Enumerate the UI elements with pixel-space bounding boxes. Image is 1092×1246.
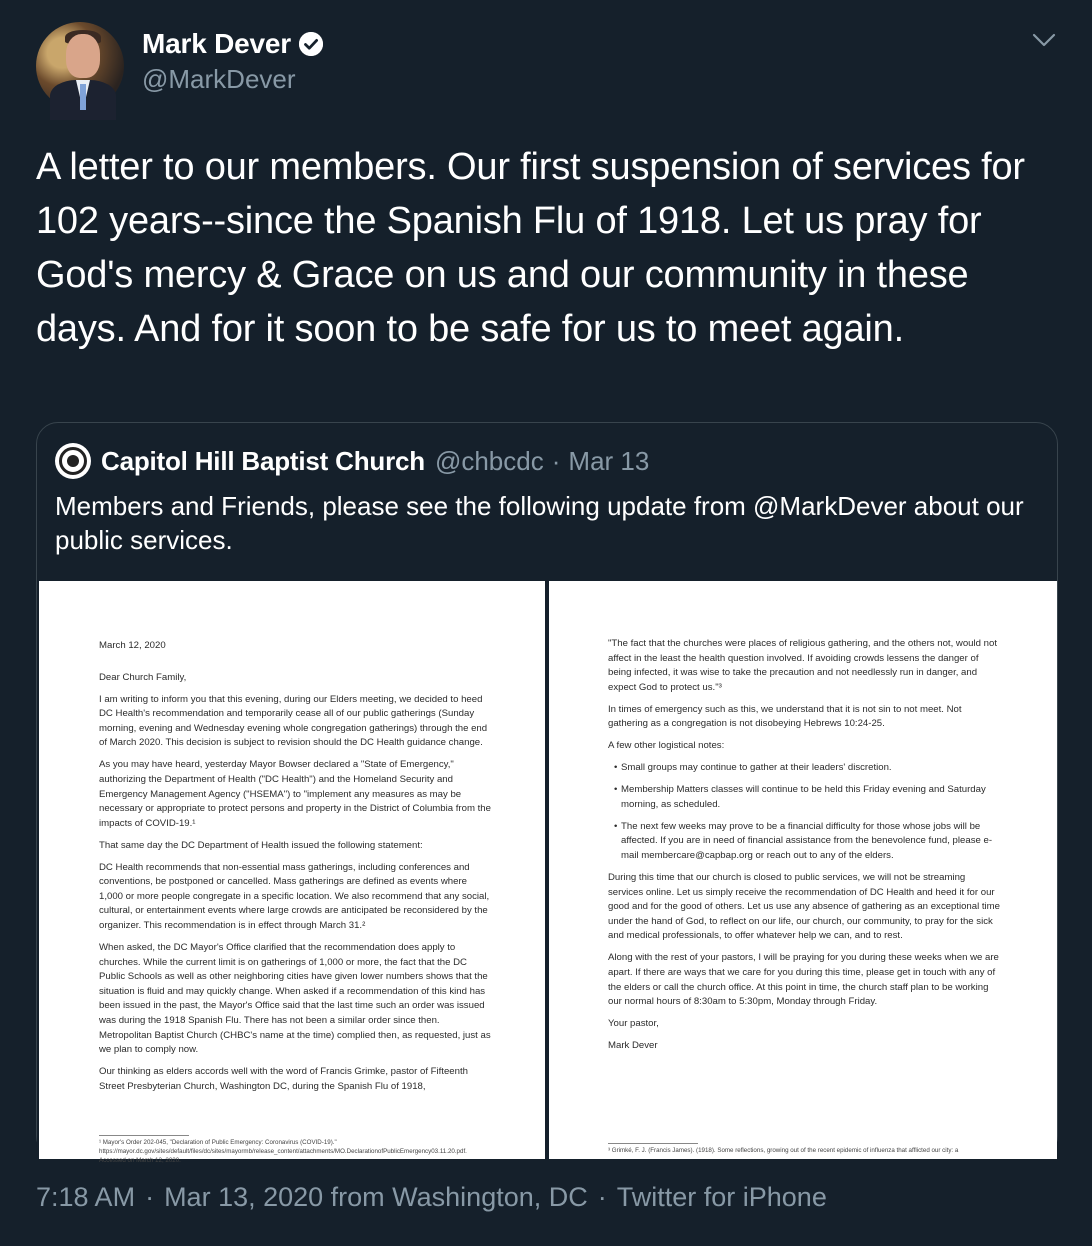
- separator-dot: ·: [597, 1182, 607, 1212]
- separator-dot: ·: [145, 1182, 155, 1212]
- letter-paragraph: In times of emergency such as this, we understand that it is not sin to not meet. Not gathering as a congregation is not disobeying Hebrews 10:24-25.: [608, 703, 962, 730]
- logistics-item: • Small groups may continue to gather at their leaders' discretion.: [608, 761, 1000, 776]
- author-handle[interactable]: @MarkDever: [142, 64, 296, 94]
- letter-paragraph: A few other logistical notes:: [608, 740, 725, 752]
- footnote-rule: [99, 1135, 189, 1136]
- quoted-author-handle[interactable]: @chbcdc: [434, 445, 544, 476]
- church-logo-icon[interactable]: [55, 443, 91, 479]
- footnote-rule: [608, 1143, 698, 1144]
- letter-salutation: Dear Church Family,: [99, 671, 187, 683]
- tweet-text: A letter to our members. Our first suspension of services for 102 years--since the Spanish Flu of 1918. Let us pray for God's mercy & Grace on us and our community in these days. And for it soon to be safe for us to meet again.: [36, 146, 1025, 350]
- attached-images: [37, 581, 1057, 1164]
- logo-ring: [59, 447, 87, 475]
- logistics-list: [608, 761, 1000, 863]
- quoted-author-name[interactable]: Capitol Hill Baptist Church: [101, 445, 425, 476]
- letter-footnote: ¹ Mayor's Order 202-045, "Declaration of Public Emergency: Coronavirus (COVID-19)." https://mayor.dc.gov/sites/default/files/dc/sites/mayormb/release_content/attachments/MO.DeclarationofPublicEmergency03.11.20.pdf. Accessed on March 12, 2020.: [99, 1139, 467, 1164]
- tweet-meta: [36, 1182, 827, 1213]
- letter-paragraph: Along with the rest of your pastors, I will be praying for you during these weeks when we are apart. If there are ways that we care for you during this time, please get in touch with any of the elders or call the church office. At this point in time, the church staff plan to be working our normal hours of 8:30am to 5:30pm, Monday through Friday.: [608, 952, 999, 1008]
- avatar-face: [66, 34, 100, 78]
- letter-paragraph: That same day the DC Department of Health issued the following statement:: [99, 839, 423, 851]
- letter-paragraph: When asked, the DC Mayor's Office clarified that the recommendation does apply to churches. While the current limit is on gatherings of 1,000 or more, the fact that the DC Public Schools as well as other neighboring cities have given lower numbers shows that the situation is fluid and may quickly change. When asked if a recommendation of this kind has been issued in the past, the Mayor's Office said that the last time such an order was issued was during the 1918 Spanish Flu. There has not been a similar order since then. Metropolitan Baptist Church (CHBC's name at the time) complied then, as requested, just as we plan to comply now.: [99, 942, 491, 1056]
- logo-core: [67, 455, 79, 467]
- letter-page-2-image[interactable]: [549, 581, 1057, 1159]
- tweet-date-location[interactable]: Mar 13, 2020 from Washington, DC: [164, 1182, 588, 1212]
- quoted-tweet-text: Members and Friends, please see the following update from @MarkDever about our public services.: [55, 491, 1024, 555]
- letter-date: March 12, 2020: [99, 640, 166, 651]
- letter-paragraph: During this time that our church is closed to public services, we will not be streaming services online. Let us simply receive the recommendation of DC Health and heed it for our good and for the good of others. Let us use any absence of gathering as an exceptional time under the hand of God, to reflect on our life, our church, our community, to pray for the sick and medical professionals, to offer whatever help we can, and to rest.: [608, 872, 1001, 942]
- separator-dot: ·: [551, 445, 561, 476]
- logistics-item: • Membership Matters classes will continue to be held this Friday evening and Saturday morning, as scheduled.: [608, 783, 1000, 812]
- letter-paragraph: Our thinking as elders accords well with the word of Francis Grimke, pastor of Fifteenth Street Presbyterian Church, Washington DC, during the Spanish Flu of 1918,: [99, 1066, 468, 1092]
- letter-paragraph: DC Health recommends that non-essential mass gatherings, including conferences and conventions, be postponed or cancelled. Mass gatherings are defined as events where 1,000 or more people congregate in a specific location. We also recommend that any social, cultural, or entertainment events where large crowds are anticipated be reconsidered by the organizer. This recommendation is in effect through March 31.²: [99, 861, 490, 932]
- letter-page-1-body: [99, 639, 491, 1102]
- letter-footnote: ³ Grimké, F. J. (Francis James). (1918). Some reflections, growing out of the recent epidemic of influenza that afflicted our city: a: [608, 1147, 959, 1154]
- chevron-down-icon[interactable]: [1030, 28, 1058, 52]
- quoted-tweet-date[interactable]: Mar 13: [568, 445, 650, 476]
- author-avatar[interactable]: [36, 22, 124, 110]
- letter-page-1-image[interactable]: [39, 581, 545, 1164]
- author-name-row[interactable]: [142, 28, 323, 60]
- quoted-tweet[interactable]: [36, 422, 1058, 1164]
- letter-page-2-body: [608, 637, 1000, 1061]
- author-display-name[interactable]: Mark Dever: [142, 28, 291, 59]
- letter-signature: Mark Dever: [608, 1040, 658, 1052]
- letter-quote: "The fact that the churches were places of religious gathering, and the others not, would not affect in the least the health question involved. If avoiding crowds lessens the danger of being infected, it was wise to take the precaution and not needlessly run in danger, and expect God to protect us."³: [608, 638, 997, 693]
- logistics-item: • The next few weeks may prove to be a financial difficulty for those whose jobs will be affected. If you are in need of financial assistance from the benevolence fund, please e-mail membercare@capbap.org or reach out to any of the elders.: [608, 820, 1000, 864]
- tweet-client[interactable]: Twitter for iPhone: [616, 1182, 827, 1212]
- letter-closing: Your pastor,: [608, 1018, 659, 1030]
- letter-paragraph: As you may have heard, yesterday Mayor Bowser declared a "State of Emergency," authorizing the Department of Health ("DC Health") and the Homeland Security and Emergency Management Agency ("HSEMA") to "implement any measures as may be necessary or appropriate to protect persons and property in the District of Columbia from the impacts of COVID-19.¹: [99, 759, 491, 829]
- avatar-tie: [80, 84, 86, 110]
- letter-paragraph: I am writing to inform you that this evening, during our Elders meeting, we decided to heed DC Health's recommendation and temporarily cease all of our public gatherings (Sunday morning, evening and Wednesday evening whole congregation gatherings) through the end of March 2020. This decision is subject to revision should the DC Health guidance change.: [99, 693, 488, 749]
- tweet-time[interactable]: 7:18 AM: [36, 1182, 136, 1212]
- verified-badge-icon: [299, 32, 323, 56]
- quoted-tweet-header: [55, 443, 649, 479]
